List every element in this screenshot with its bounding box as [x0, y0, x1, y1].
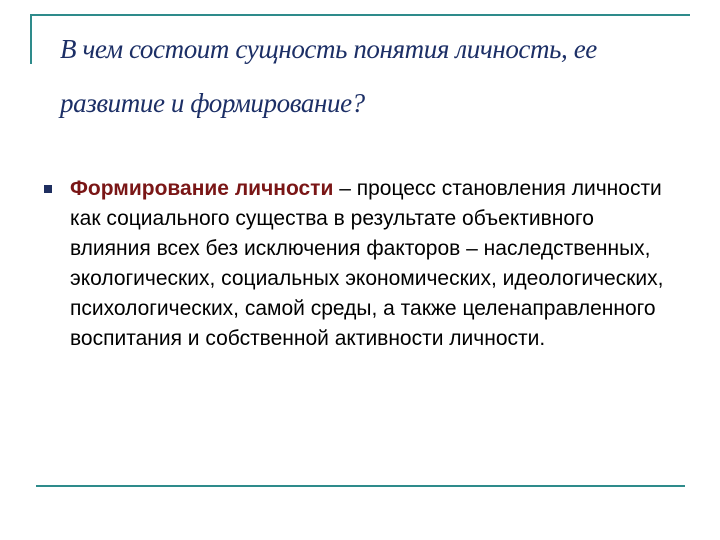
- bottom-rule: [36, 485, 685, 487]
- slide-title-block: [30, 14, 690, 120]
- title-left-rule: [30, 14, 32, 64]
- slide-title: В чем состоит сущность понятия личность, ее развитие и формирование?: [60, 34, 597, 118]
- bullet-term: Формирование личности: [70, 177, 334, 200]
- square-bullet-icon: [44, 185, 52, 193]
- title-top-rule: [30, 14, 690, 16]
- bullet-list: [40, 174, 680, 354]
- bullet-text: – процесс становления личности как социального существа в результате объективного влияния всех без исключения факторов – наследственных, экологических, социальных экономических, идеологических, психологических, самой среды, а также целенаправленного воспитания и собственной активности личности.: [70, 177, 664, 350]
- bullet-item: [40, 174, 680, 354]
